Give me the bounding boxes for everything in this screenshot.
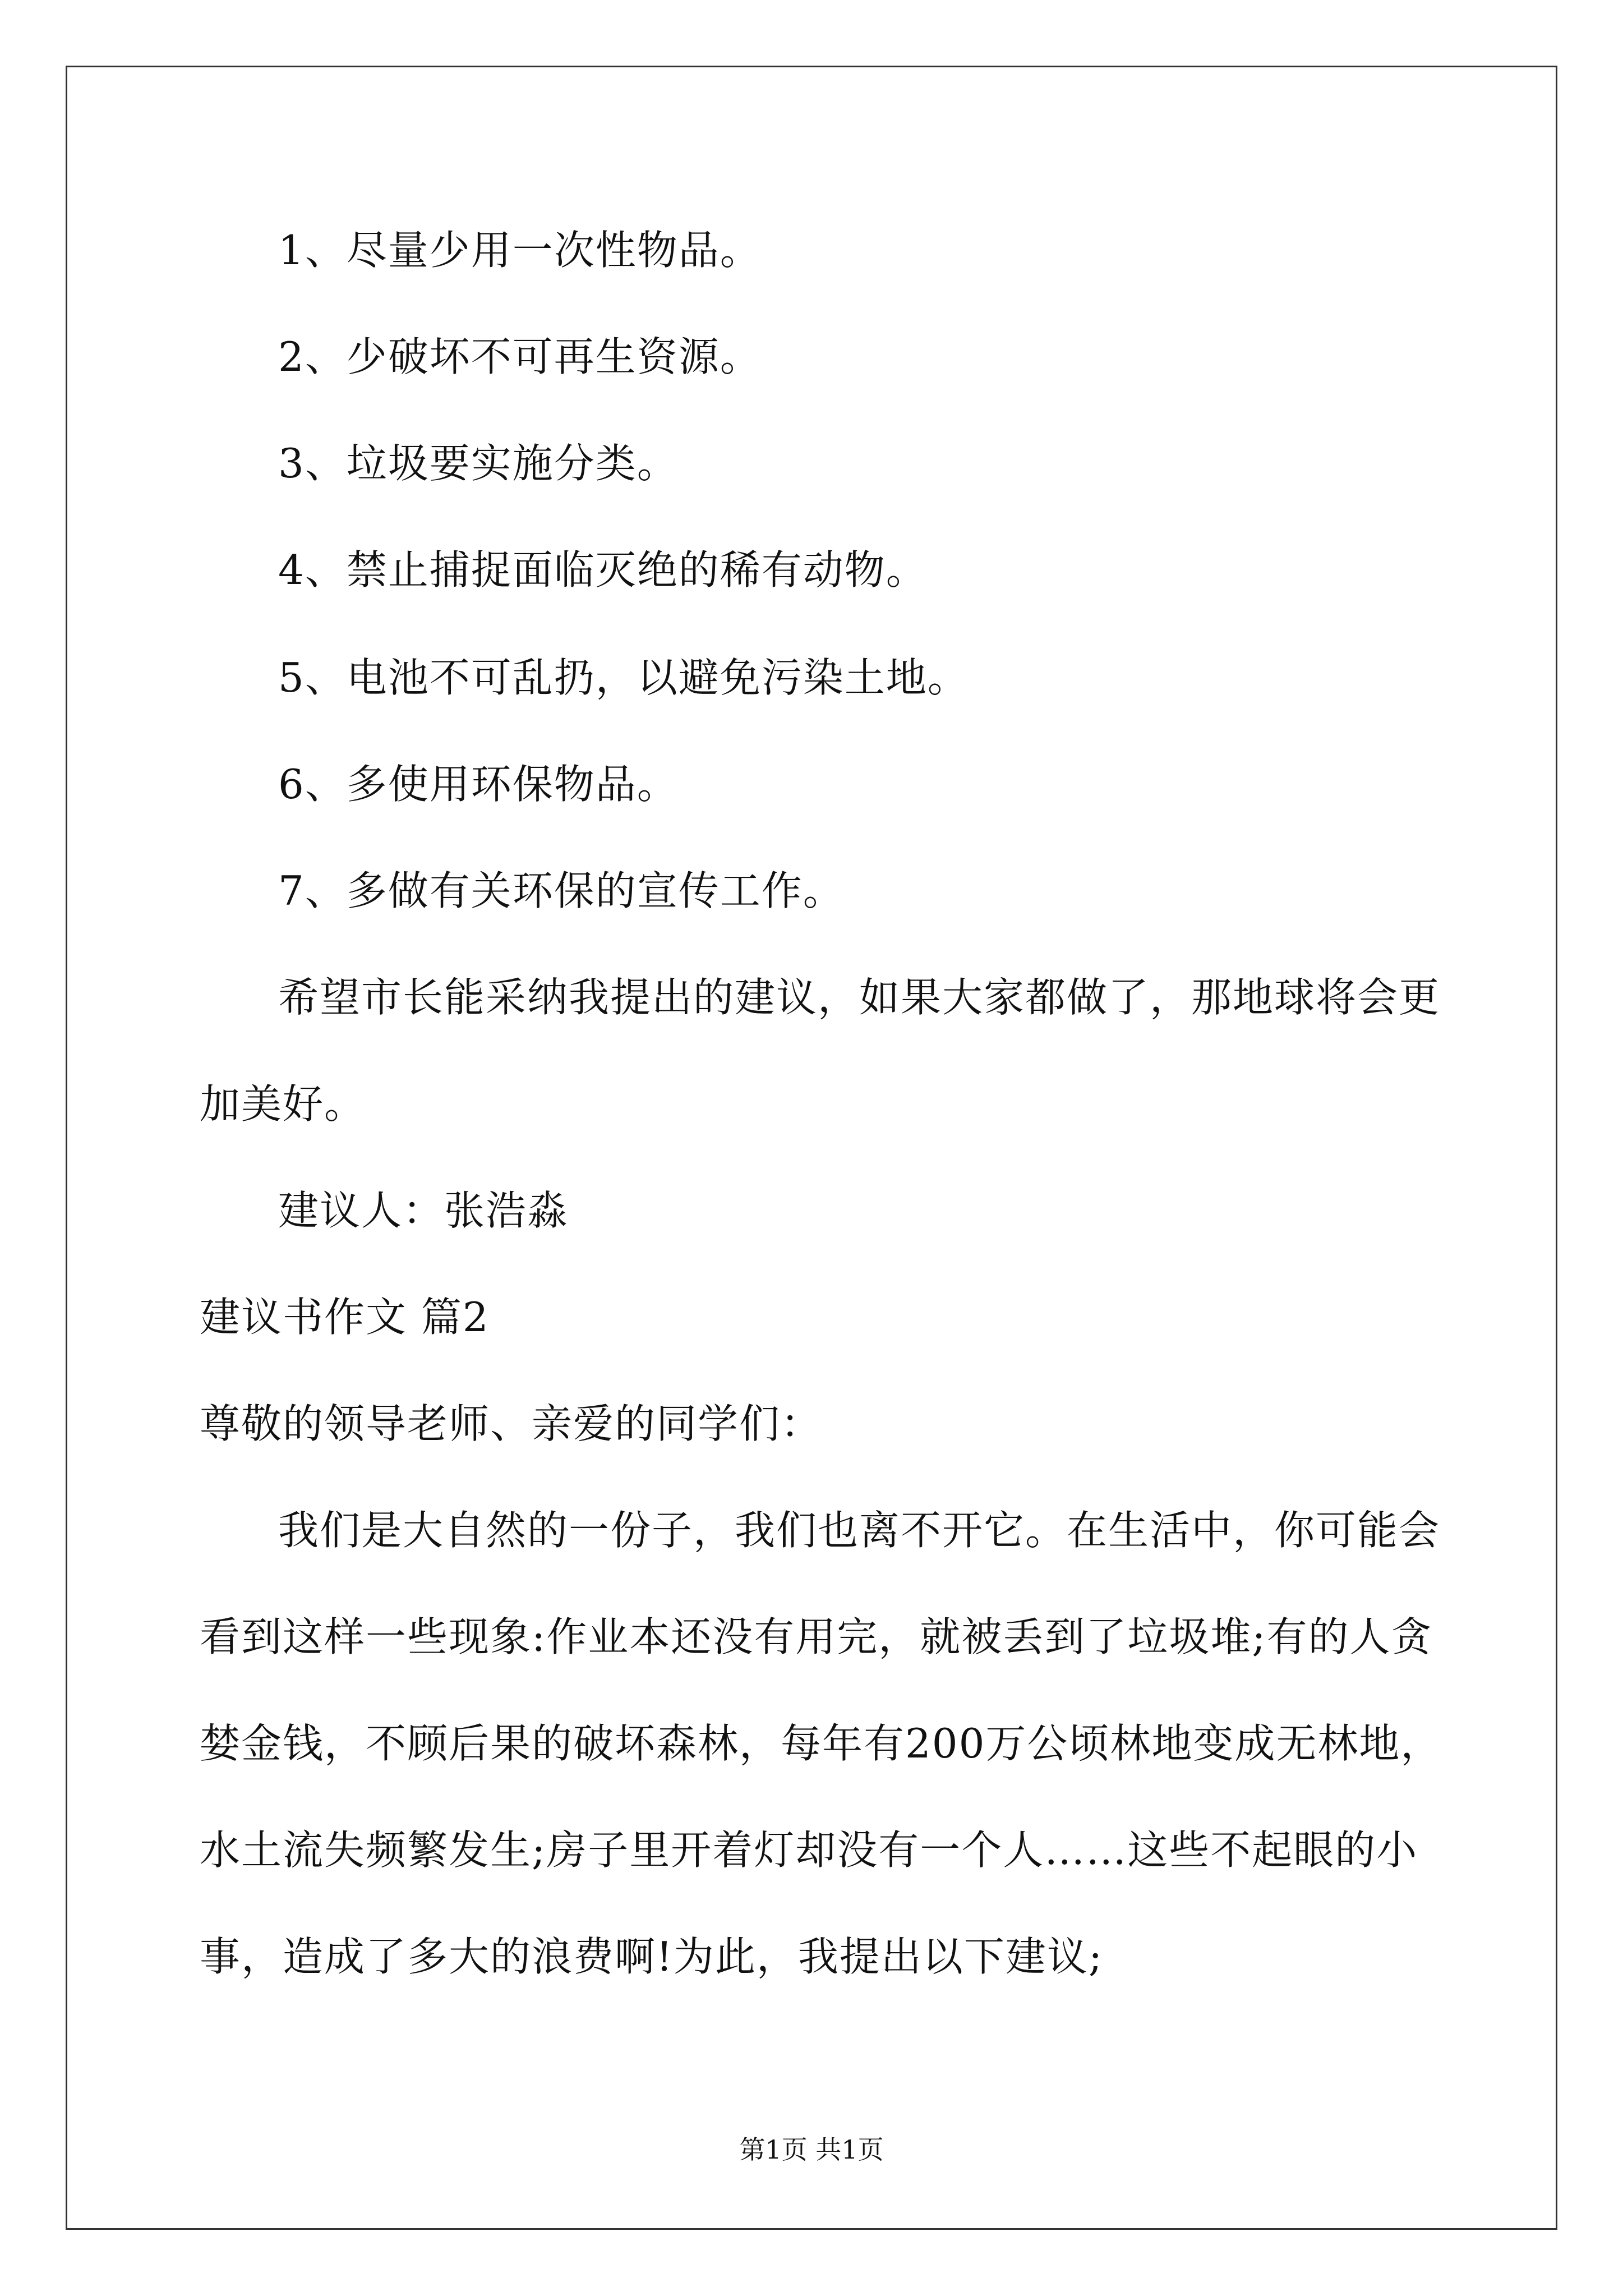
body-paragraph-line-1: 我们是大自然的一份子，我们也离不开它。在生活中，你可能会	[278, 1507, 1441, 1554]
list-item-2: 2、少破坏不可再生资源。	[278, 333, 762, 380]
salutation: 尊敬的领导老师、亲爱的同学们：	[200, 1400, 823, 1447]
body-paragraph-line-5: 事，造成了多大的浪费啊!为此，我提出以下建议;	[200, 1933, 1104, 1980]
list-item-6: 6、多使用环保物品。	[278, 761, 679, 808]
body-paragraph-line-4: 水土流失频繁发生;房子里开着灯却没有一个人……这些不起眼的小	[200, 1826, 1418, 1874]
closing-paragraph-line-2: 加美好。	[200, 1080, 366, 1128]
signature: 建议人：张浩淼	[278, 1187, 569, 1234]
list-item-4: 4、禁止捕捉面临灭绝的稀有动物。	[278, 546, 928, 593]
page-number-footer: 第1页 共1页	[739, 2134, 884, 2165]
section-heading: 建议书作文 篇2	[200, 1294, 490, 1341]
body-paragraph-line-3: 婪金钱，不顾后果的破坏森林，每年有200万公顷林地变成无林地，	[200, 1720, 1442, 1767]
closing-paragraph-line-1: 希望市长能采纳我提出的建议，如果大家都做了，那地球将会更	[278, 974, 1441, 1021]
list-item-7: 7、多做有关环保的宣传工作。	[278, 867, 845, 914]
list-item-1: 1、尽量少用一次性物品。	[278, 227, 762, 274]
body-paragraph-line-2: 看到这样一些现象:作业本还没有用完，就被丢到了垃圾堆;有的人贪	[200, 1613, 1433, 1660]
list-item-3: 3、垃圾要实施分类。	[278, 440, 679, 487]
list-item-5: 5、电池不可乱扔，以避免污染土地。	[278, 654, 969, 701]
page-frame	[66, 66, 1557, 2230]
